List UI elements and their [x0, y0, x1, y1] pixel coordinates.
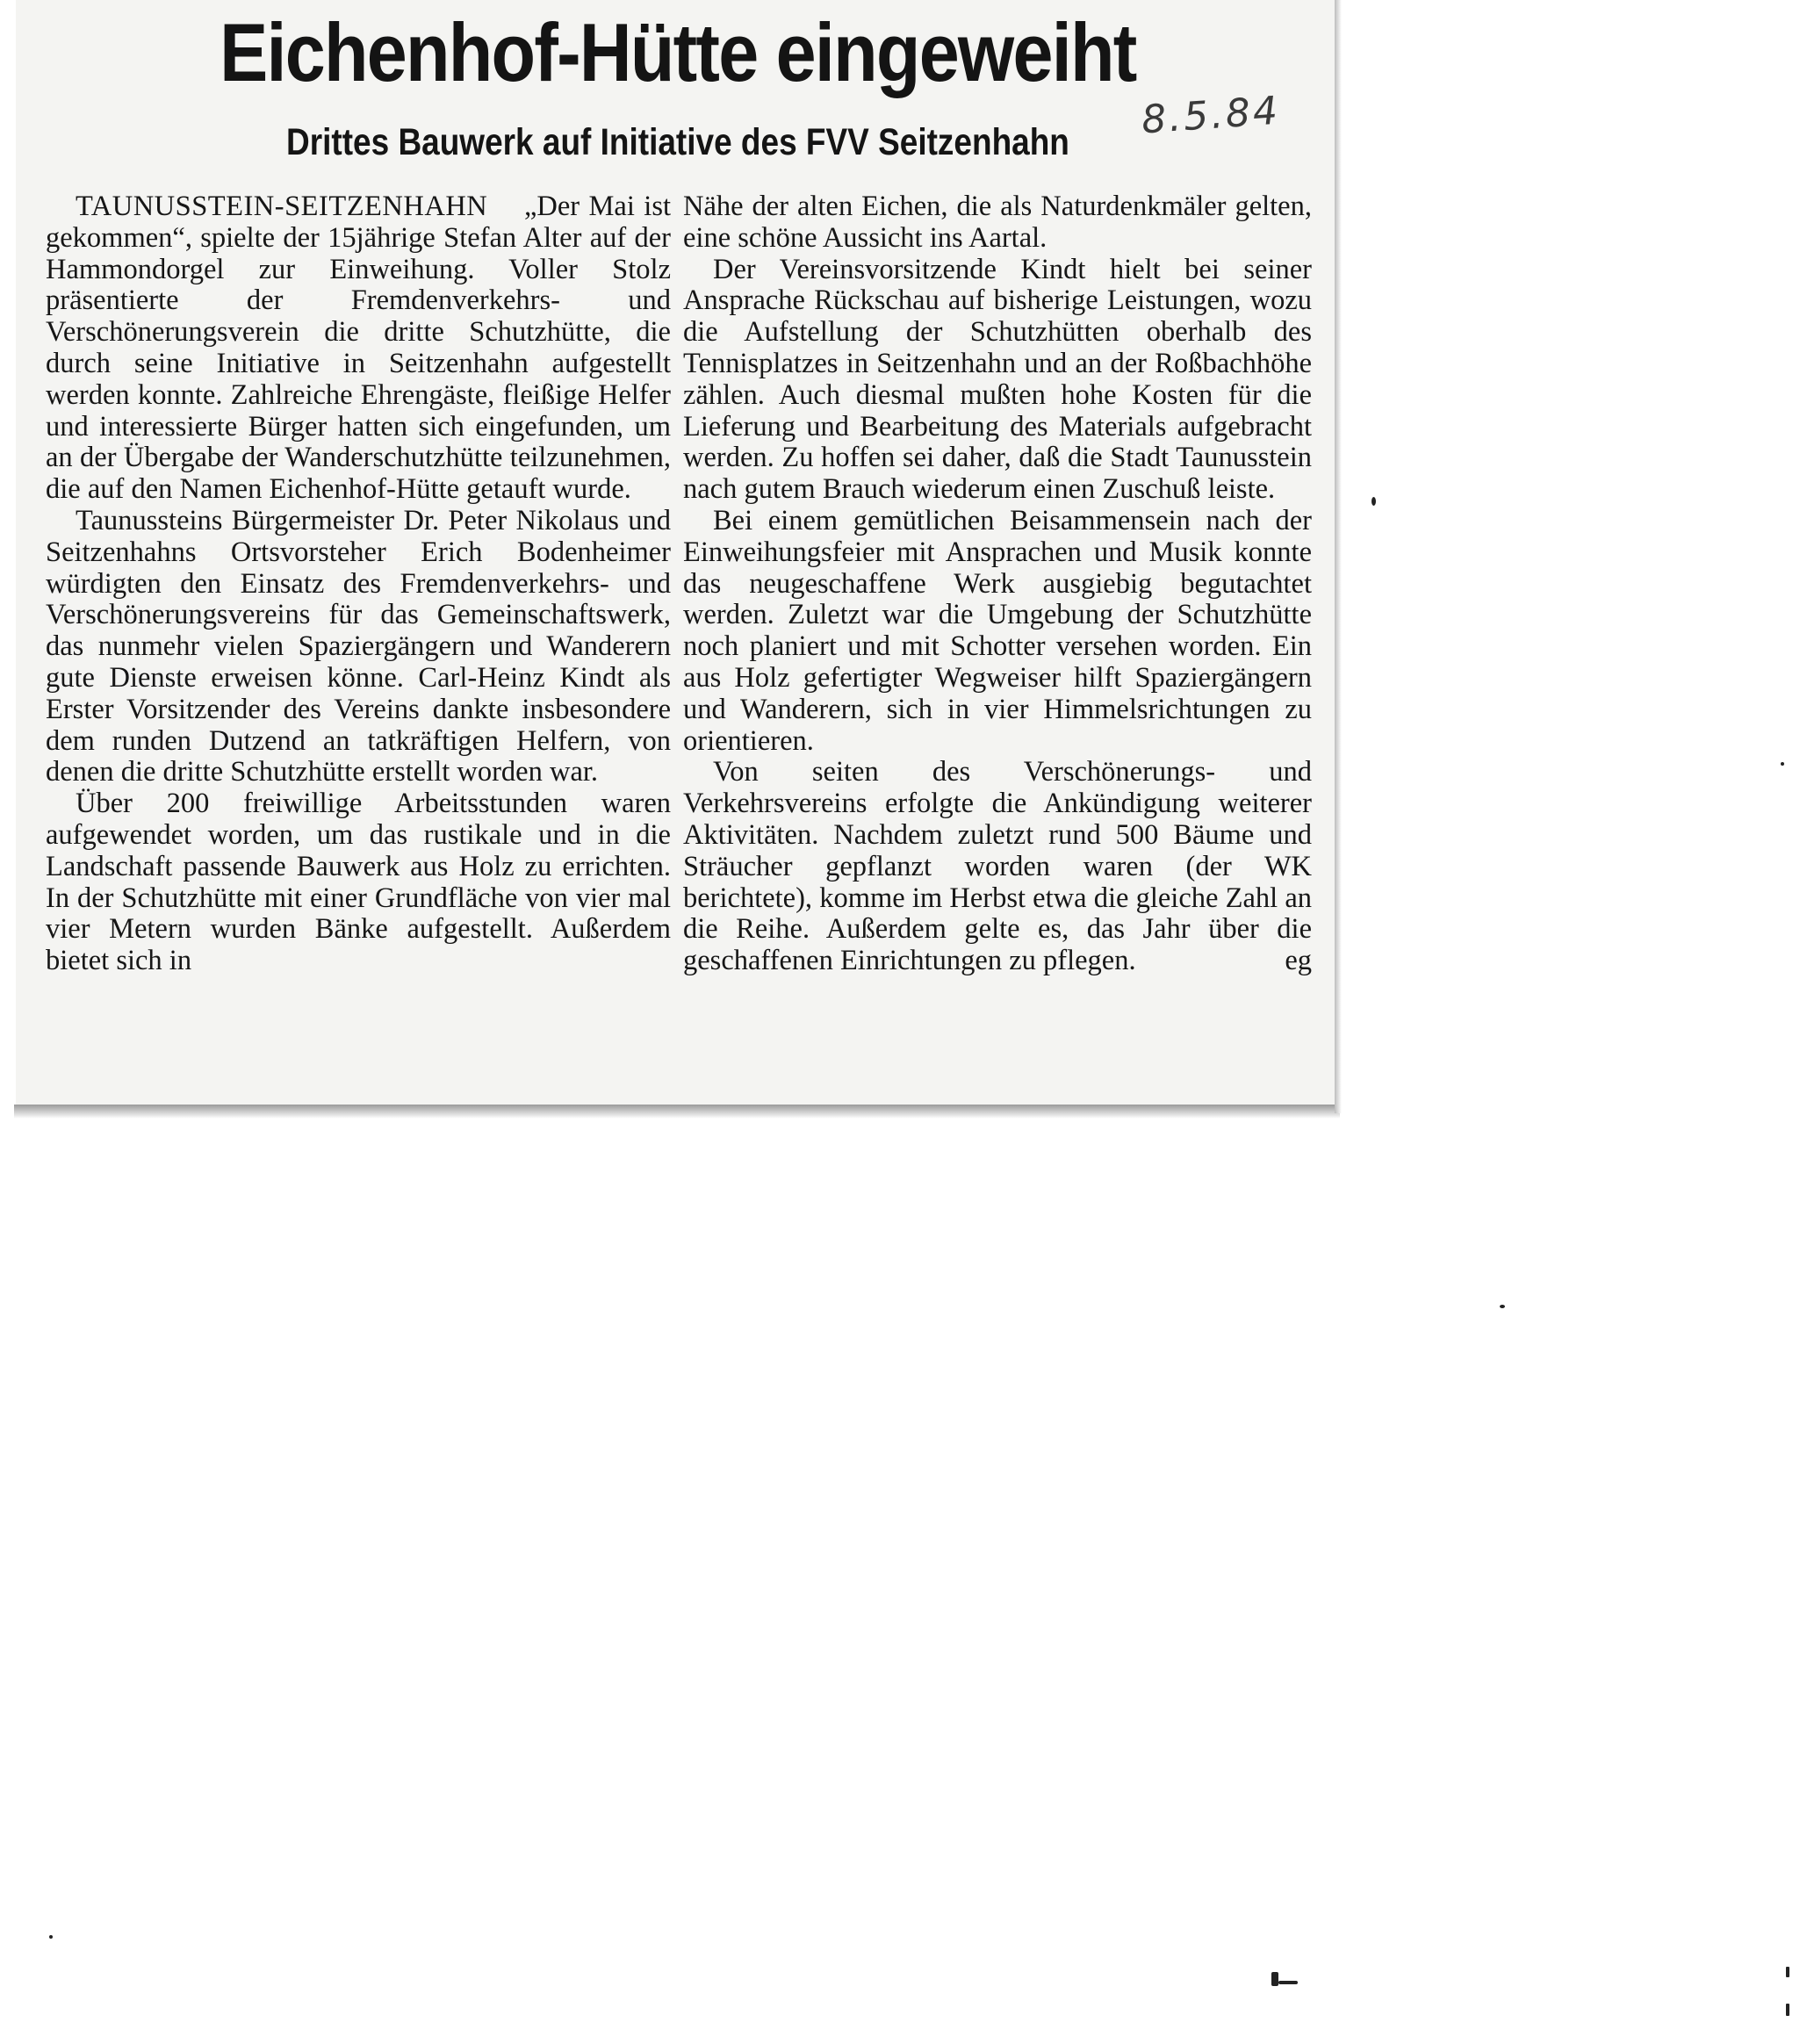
paragraph — [46, 191, 671, 506]
scan-speck — [1786, 2004, 1789, 2016]
paragraph-text: Von seiten des Verschönerungs- und Verkehrsvereins erfolgte die Ankündigung weiterer Aktivitäten. Nachdem zuletzt rund 500 Bäume und Sträucher gepflanzt worden waren (der WK berichtete), komme im Herbst etwa die gleiche Zahl an die Reihe. Außerdem gelte es, das Jahr über die geschaffenen Einrichtungen zu pflegen. — [683, 756, 1312, 977]
scan-speck — [1500, 1305, 1505, 1308]
paragraph: Taunussteins Bürgermeister Dr. Peter Nikolaus und Seitzenhahns Ortsvorsteher Erich Bodenheimer würdigten den Einsatz des Fremdenverkehrs- und Verschönerungsvereins für das Gemeinschaftswerk, das nunmehr vielen Spaziergängern und Wanderern gute Dienste erweisen könne. Carl-Heinz Kindt als Erster Vorsitzender des Vereins dankte insbesondere dem runden Dutzend an tatkräftigen Helfern, von denen die dritte Schutzhütte erstellt worden war. — [46, 504, 671, 788]
author-initials: eg — [1285, 945, 1312, 977]
subheadline: Drittes Bauwerk auf Initiative des FVV Seitzenhahn — [286, 121, 1069, 163]
paragraph — [683, 757, 1312, 977]
paragraph: Über 200 freiwillige Arbeitsstunden waren aufgewendet worden, um das rustikale und in die Landschaft passende Bauwerk aus Holz zu errichten. In der Schutzhütte mit einer Grundfläche von vier mal vier Metern wurden Bänke aufgestellt. Außerdem bietet sich in — [46, 788, 671, 977]
article-column-right — [683, 191, 1312, 977]
scan-speck — [1371, 497, 1376, 506]
paragraph: Der Vereinsvorsitzende Kindt hielt bei seiner Ansprache Rückschau auf bisherige Leistungen, wozu die Aufstellung der Schutzhütten oberhalb des Tennisplatzes in Seitzenhahn und an der Roßbachhöhe zählen. Auch diesmal mußten hohe Kosten für die Lieferung und Bearbeitung des Materials aufgebracht werden. Zu hoffen sei daher, daß die Stadt Taunusstein nach gutem Brauch wiederum einen Zuschuß leiste. — [683, 253, 1312, 506]
scan-shadow-right — [1335, 0, 1342, 1113]
scan-speck — [49, 1935, 53, 1939]
paragraph: Bei einem gemütlichen Beisammensein nach der Einweihungsfeier mit Ansprachen und Musik konnte das neugeschaffene Werk ausgiebig begutachtet werden. Zuletzt war die Umgebung der Schutzhütte noch planiert und mit Schotter versehen worden. Ein aus Holz gefertigter Wegweiser hilft Spaziergängern und Wanderern, sich in vier Himmelsrichtungen zu orientieren. — [683, 504, 1312, 757]
scan-speck — [1271, 1972, 1278, 1986]
paragraph: Nähe der alten Eichen, die als Naturdenkmäler gelten, eine schöne Aussicht ins Aartal. — [683, 191, 1312, 254]
scan-speck — [1786, 1967, 1789, 1977]
scan-speck — [1278, 1981, 1298, 1984]
dateline: TAUNUSSTEIN-SEITZENHAHN — [76, 191, 488, 222]
paragraph-text: „Der Mai ist gekommen“, spielte der 15jährige Stefan Alter auf der Hammondorgel zur Einweihung. Voller Stolz präsentierte der Fremdenverkehrs- und Verschönerungsverein die dritte Schutzhütte, die durch seine Initiative in Seitzenhahn aufgestellt werden konnte. Zahlreiche Ehrengäste, fleißige Helfer und interessierte Bürger hatten sich eingefunden, um an der Übergabe der Wanderschutzhütte teilzunehmen, die auf den Namen Eichenhof-Hütte getauft wurde. — [46, 191, 671, 506]
scan-speck — [1781, 762, 1784, 766]
headline: Eichenhof-Hütte eingeweiht — [220, 6, 1136, 98]
handwritten-date: 8.5.84 — [1140, 88, 1282, 143]
newspaper-clipping — [16, 0, 1338, 1108]
article-column-left — [46, 191, 671, 977]
scan-shadow-bottom — [14, 1105, 1340, 1119]
